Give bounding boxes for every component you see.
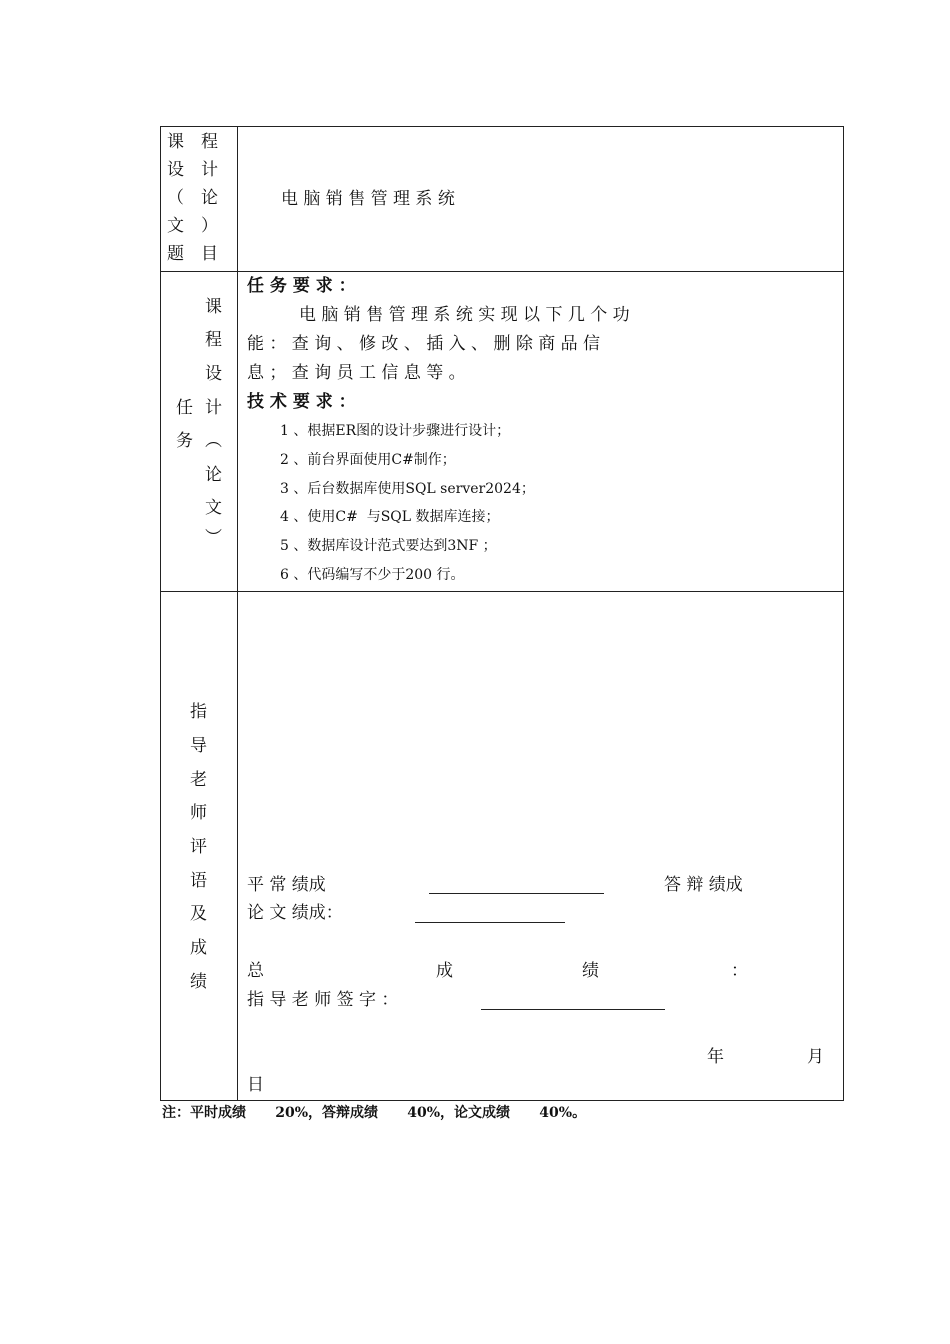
- evaluation-label-char: 师: [190, 803, 207, 823]
- signature-line: [481, 1009, 665, 1010]
- tech-item: 4 、使用C# 与SQL 数据库连接；: [280, 509, 500, 525]
- total-score-char: 成: [436, 961, 453, 981]
- evaluation-label-char: 及: [190, 904, 207, 924]
- evaluation-label-char: 成: [190, 938, 207, 958]
- task-label-char: 计: [205, 398, 222, 418]
- tech-item: 2 、前台界面使用C#制作；: [280, 452, 456, 468]
- task-label-char: 任: [176, 398, 193, 418]
- task-label-char: 文: [205, 498, 222, 518]
- task-label-char: 课: [205, 297, 222, 317]
- thesis-score-line: [415, 922, 565, 923]
- tech-item: 6 、代码编写不少于200 行。: [280, 567, 465, 583]
- total-score-char: 总: [247, 961, 264, 981]
- tech-item: 5 、数据库设计范式要达到3NF ；: [280, 538, 497, 554]
- task-line: 息 ； 查 询 员 工 信 息 等 。: [247, 363, 466, 383]
- evaluation-label-char: 指: [190, 702, 207, 722]
- score-weight-note: 注：平时成绩 20%，答辩成绩 40%，论文成绩 40%。: [162, 1105, 587, 1121]
- tech-item: 1 、根据ER图的设计步骤进行设计；: [280, 423, 511, 439]
- task-line: 电 脑 销 售 管 理 系 统 实 现 以 下 几 个 功: [299, 305, 630, 325]
- task-heading: 任 务 要 求 ：: [247, 276, 356, 296]
- task-label-char: 论: [205, 465, 222, 485]
- evaluation-label-char: 导: [190, 736, 207, 756]
- project-title: 电 脑 销 售 管 理 系 统: [281, 189, 455, 209]
- title-label-char: 目: [201, 244, 218, 264]
- task-label-char: 设: [205, 364, 222, 384]
- course-design-form: [160, 126, 844, 1101]
- ordinary-score-line: [429, 893, 604, 894]
- column-divider: [237, 127, 238, 1100]
- task-label-char: ︵: [205, 431, 222, 451]
- title-label-char: 论: [201, 188, 218, 208]
- title-label-char: （: [167, 188, 184, 208]
- row-divider-1: [161, 271, 843, 272]
- ordinary-score-label: 平 常 绩成: [247, 875, 326, 895]
- title-label-char: 题: [167, 244, 184, 264]
- tech-item: 3 、后台数据库使用SQL server2024；: [280, 481, 535, 497]
- row-divider-2: [161, 591, 843, 592]
- evaluation-label-char: 语: [190, 871, 207, 891]
- task-label-char: 务: [176, 431, 193, 451]
- total-score-char: 绩: [582, 961, 599, 981]
- title-label-char: 设: [167, 160, 184, 180]
- task-label-char: 程: [205, 330, 222, 350]
- signature-label: 指 导 老 师 签 字 ：: [247, 990, 399, 1010]
- day-label: 日: [247, 1075, 264, 1095]
- title-label-char: 程: [201, 132, 218, 152]
- evaluation-label-char: 绩: [190, 972, 207, 992]
- defense-score-label: 答 辩 绩成: [664, 875, 743, 895]
- month-label: 月: [807, 1047, 824, 1067]
- evaluation-label-char: 老: [190, 770, 207, 790]
- thesis-score-label: 论 文 绩成：: [247, 903, 343, 923]
- title-label-char: 课: [167, 132, 184, 152]
- title-label-char: 计: [201, 160, 218, 180]
- year-label: 年: [707, 1047, 724, 1067]
- task-line: 能 ： 查 询 、 修 改 、 插 入 、 删 除 商 品 信: [247, 334, 601, 354]
- total-score-char: ：: [731, 961, 748, 981]
- title-label-char: ）: [201, 216, 218, 236]
- tech-heading: 技 术 要 求 ：: [247, 392, 356, 412]
- evaluation-label-char: 评: [190, 837, 207, 857]
- title-label-char: 文: [167, 216, 184, 236]
- task-label-char: ︶: [205, 528, 222, 548]
